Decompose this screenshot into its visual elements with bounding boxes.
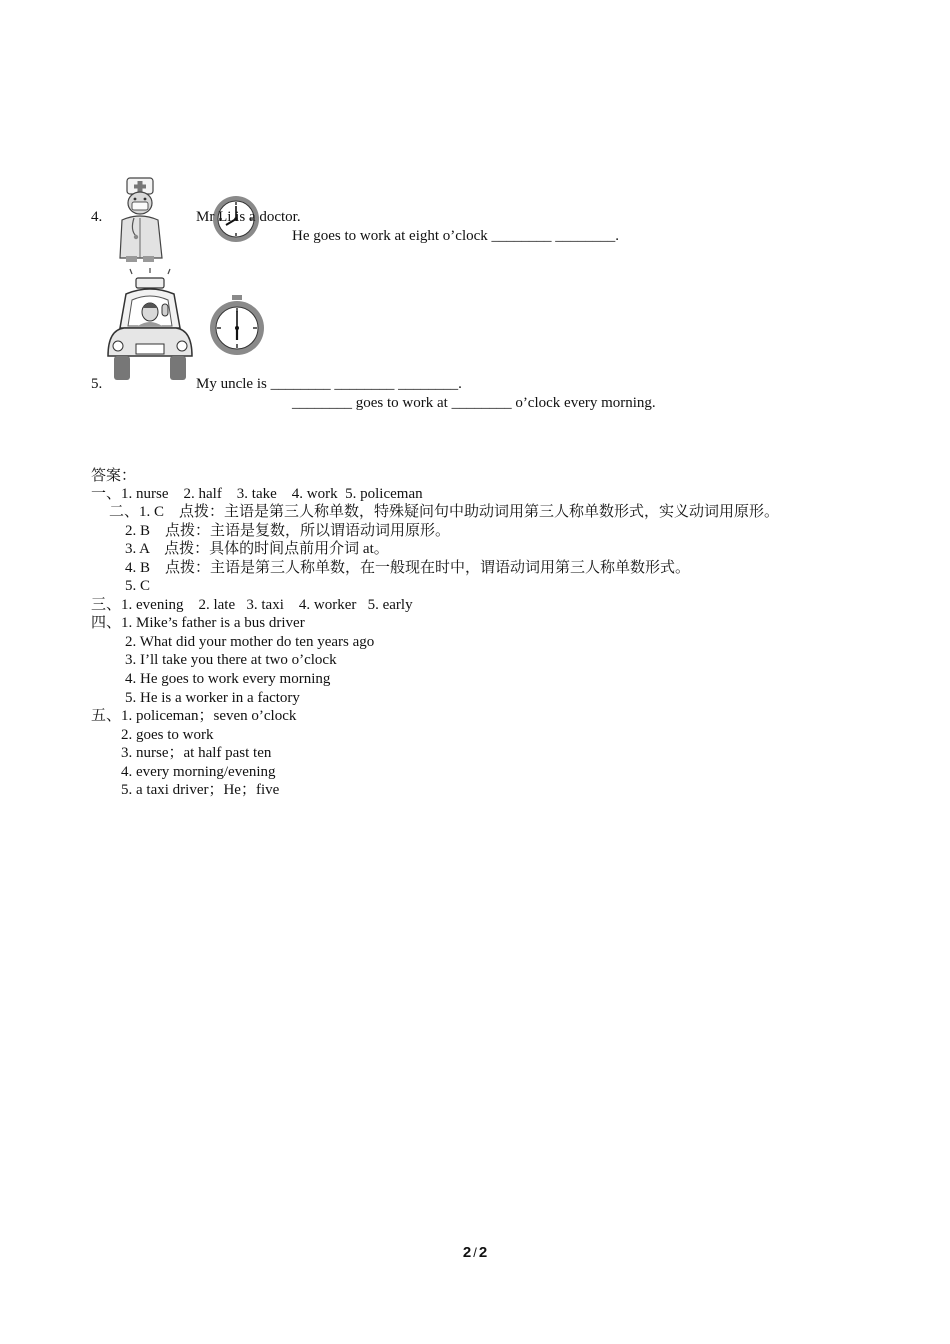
page-current: 2 xyxy=(462,1244,472,1261)
answer-line: 3. nurse；at half past ten xyxy=(121,745,272,761)
answer-line: 2. goes to work xyxy=(121,727,214,743)
page-number xyxy=(0,1244,950,1261)
answer-line: 3. A 点拨：具体的时间点前用介词 at。 xyxy=(125,541,389,557)
question-5-number: 5. xyxy=(91,376,103,392)
answer-line: 四、1. Mike’s father is a bus driver xyxy=(91,615,305,631)
answer-line: 5. He is a worker in a factory xyxy=(125,690,300,706)
question-4-number: 4. xyxy=(91,209,103,225)
taxi-driver-icon xyxy=(104,268,196,384)
doctor-icon xyxy=(116,176,168,264)
answer-line: 4. every morning/evening xyxy=(121,764,276,780)
question-5-line2: ________ goes to work at ________ o’clock every morning. xyxy=(292,395,656,411)
question-5-line1: My uncle is ________ ________ ________. xyxy=(196,376,462,392)
answer-line: 2. B 点拨：主语是复数，所以谓语动词用原形。 xyxy=(125,523,451,539)
answer-line: 三、1. evening 2. late 3. taxi 4. worker 5. early xyxy=(91,597,413,613)
answers-heading: 答案： xyxy=(91,468,137,484)
answer-line: 2. What did your mother do ten years ago xyxy=(125,634,375,650)
answer-line: 一、1. nurse 2. half 3. take 4. work 5. policeman xyxy=(91,486,423,502)
page-separator: / xyxy=(473,1245,477,1260)
answer-line: 4. He goes to work every morning xyxy=(125,671,331,687)
page-total: 2 xyxy=(478,1244,488,1261)
answer-line: 5. a taxi driver；He；five xyxy=(121,782,280,798)
clock-icon xyxy=(208,294,266,358)
answer-line: 五、1. policeman；seven o’clock xyxy=(91,708,297,724)
answer-line: 二、1. C 点拨：主语是第三人称单数，特殊疑问句中助动词用第三人称单数形式，实义动词用原形。 xyxy=(109,504,780,520)
answer-line: 4. B 点拨：主语是第三人称单数，在一般现在时中，谓语动词用第三人称单数形式。 xyxy=(125,560,691,576)
answer-line: 3. I’ll take you there at two o’clock xyxy=(125,652,337,668)
question-4-line2: He goes to work at eight o’clock ________ ________. xyxy=(292,228,620,244)
answer-line: 5. C xyxy=(125,578,151,594)
question-4-line1: Mr Li is a doctor. xyxy=(196,209,301,225)
